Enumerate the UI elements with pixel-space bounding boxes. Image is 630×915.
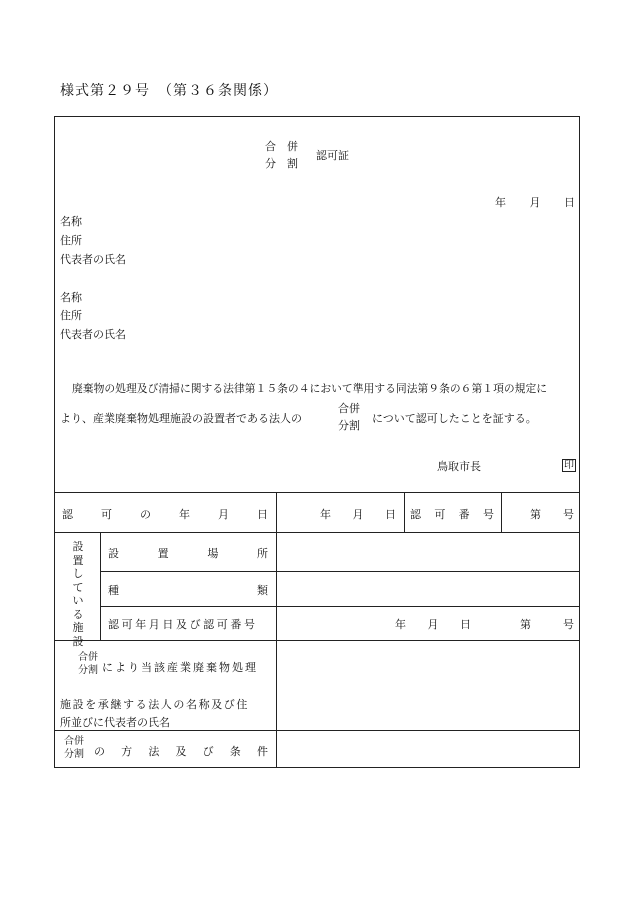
successor-line3: 所並びに代表者の氏名 [60,716,170,729]
type-label: 種 類 [108,584,268,597]
certificate-type-stack [265,138,298,172]
method-merge-split-stack: 合併 分割 [64,736,84,760]
rule-row3 [100,606,580,607]
rule-row4 [54,640,580,641]
facility-approval-label: 認可年月日及び認可番号 [108,618,258,631]
issue-date [495,194,575,210]
rule-row2 [100,571,580,572]
body-merge: 合併 [338,402,360,415]
date-day: 日 [564,196,575,209]
rule-row1 [54,532,580,533]
party2-address: 住所 [60,309,82,322]
facility-group-label: 設置している施設 [72,540,84,648]
seal-icon: 印 [564,460,574,471]
date-month: 月 [529,196,541,209]
method-label: の 方 法 及 び 条 件 [94,745,268,758]
form-title: 様式第２９号 （第３６条関係） [60,83,278,99]
date-year: 年 [495,196,506,209]
rule-row5 [54,730,580,731]
approval-no-rule [501,492,502,532]
approval-no-value: 第 号 [530,508,574,521]
seal-mark [562,458,576,472]
body-line2-post: について認可したことを証する。 [372,412,537,425]
label-column-rule [276,492,277,768]
facility-group-rule [100,532,101,640]
body-merge-split-stack [338,400,360,434]
facility-approval-date: 年 月 日 [395,618,471,631]
party1-rep: 代表者の氏名 [60,253,126,266]
issuer-title: 鳥取市長 [437,460,481,473]
approval-date-value: 年 月 日 [320,508,396,521]
approval-no-label: 認 可 番 号 [410,508,494,521]
split-label: 分 割 [265,157,298,170]
party2-rep: 代表者の氏名 [60,328,126,341]
party1-address: 住所 [60,234,82,247]
body-line1: 廃棄物の処理及び清掃に関する法律第１５条の４において準用する同法第９条の６第１項の規定に [72,382,548,395]
location-label: 設 置 場 所 [108,547,268,560]
approval-date-label: 認 可 の 年 月 日 [62,508,268,521]
merge-label: 合 併 [265,140,298,153]
facility-approval-number: 第 号 [520,618,574,631]
successor-line2: 施設を承継する法人の名称及び住 [60,698,249,711]
body-line2-pre: より、産業廃棄物処理施設の設置者である法人の [60,412,302,425]
successor-line1: により当該産業廃棄物処理 [102,661,258,674]
body-split: 分割 [338,419,360,432]
party1-name: 名称 [60,215,82,228]
certificate-suffix: 認可証 [316,149,349,162]
approval-date-rule [404,492,405,532]
successor-merge-split-stack: 合併 分割 [78,652,98,676]
party2-name: 名称 [60,291,82,304]
